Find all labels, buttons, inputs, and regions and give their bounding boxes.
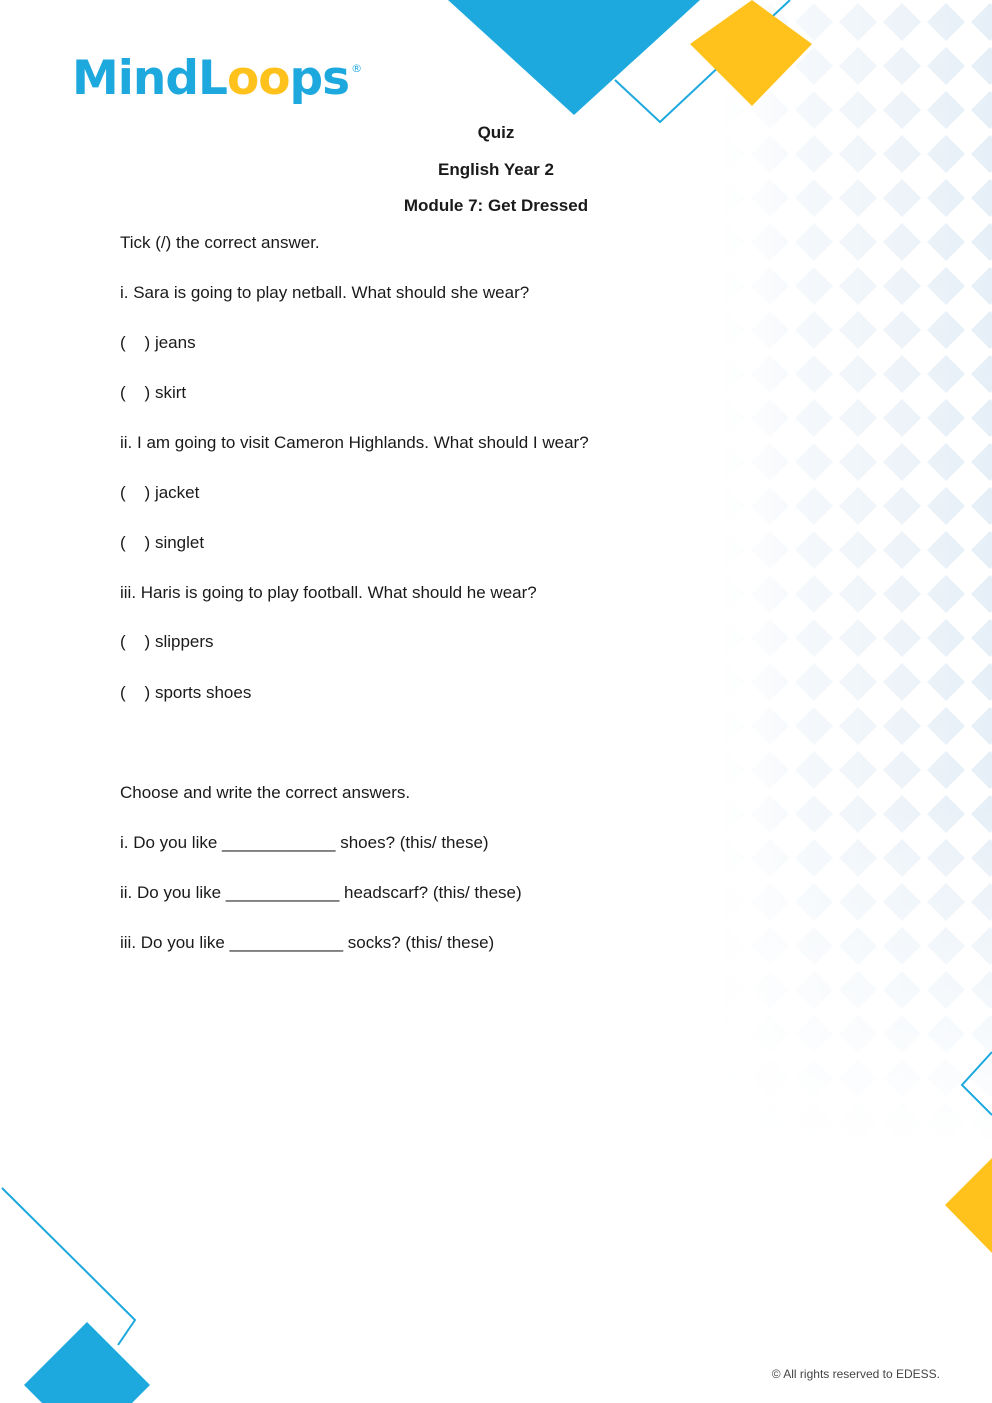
mindloops-logo: MindLoops ® xyxy=(72,51,362,106)
q1-option-skirt[interactable]: ( ) skirt xyxy=(120,383,187,402)
top-blue-shape xyxy=(448,0,700,115)
question-1: i. Sara is going to play netball. What should she wear? xyxy=(120,283,530,302)
copyright-footer: © All rights reserved to EDESS. xyxy=(771,1367,940,1381)
bottom-blue-shape xyxy=(24,1322,150,1403)
q2-option-singlet[interactable]: ( ) singlet xyxy=(120,533,205,552)
question-2: ii. I am going to visit Cameron Highlands. What should I wear? xyxy=(120,433,589,452)
quiz-heading: Quiz xyxy=(477,123,515,142)
fill-item-1[interactable]: i. Do you like ____________ shoes? (this/ these) xyxy=(120,833,489,852)
right-yellow-shape xyxy=(945,1158,992,1253)
module-heading: Module 7: Get Dressed xyxy=(403,196,589,215)
section1-instruction: Tick (/) the correct answer. xyxy=(120,233,320,252)
q2-option-jacket[interactable]: ( ) jacket xyxy=(120,483,200,502)
fill-item-2[interactable]: ii. Do you like ____________ headscarf? (this/ these) xyxy=(120,883,522,902)
question-3: iii. Haris is going to play football. What should he wear? xyxy=(120,583,537,602)
q3-option-slippers[interactable]: ( ) slippers xyxy=(120,632,214,651)
fill-item-3[interactable]: iii. Do you like ____________ socks? (this/ these) xyxy=(120,933,495,952)
section2-instruction: Choose and write the correct answers. xyxy=(120,783,411,802)
subject-heading: English Year 2 xyxy=(438,160,554,179)
q1-option-jeans[interactable]: ( ) jeans xyxy=(120,333,196,352)
q3-option-sports-shoes[interactable]: ( ) sports shoes xyxy=(120,683,252,702)
